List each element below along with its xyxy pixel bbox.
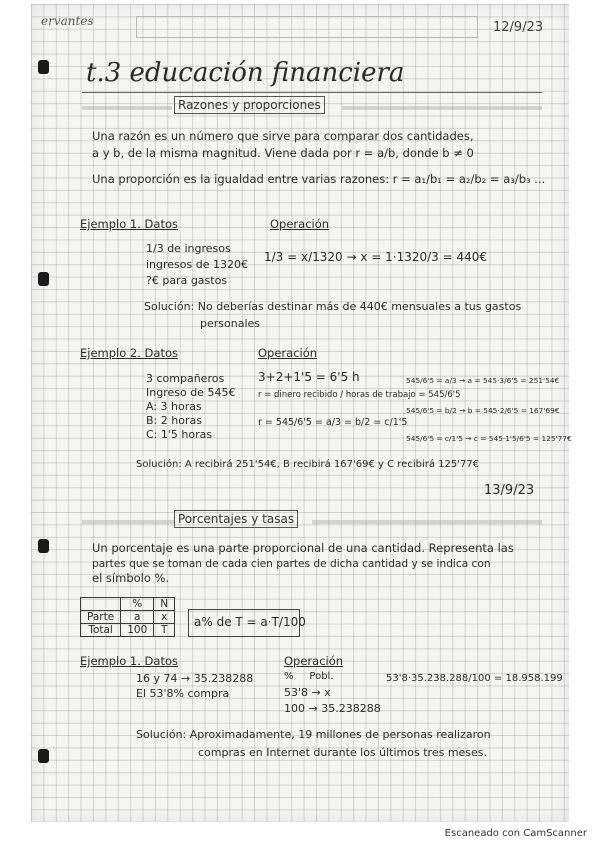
binder-hole [38,749,49,763]
ejemplo2-dato: A: 3 horas [146,400,202,413]
definition-proporcion: Una proporción es la igualdad entre varias razones: r = a₁/b₁ = a₂/b₂ = a₃/b₃ ... [92,172,546,186]
section-rule [82,520,174,524]
section-rule [342,106,542,110]
ejemplo2-calculo-a: 545/6'5 = a/3 → a = 545·3/6'5 = 251'54€ [406,376,560,385]
ejemplo3-op-header: % Pobl. [284,671,334,682]
section-title-porcentajes: Porcentajes y tasas [174,510,298,528]
ejemplo2-proporcion: r = 545/6'5 = a/3 = b/2 = c/1'5 [258,417,408,428]
ejemplo3-dato: 16 y 74 → 35.238288 [136,672,254,685]
ejemplo1-dato: 1/3 de ingresos [146,242,231,255]
header-date: 12/9/23 [493,20,544,35]
ejemplo3-op-row: 100 → 35.238288 [284,702,381,715]
ejemplo1-dato: ingresos de 1320€ [146,258,248,271]
table-row [81,611,175,624]
table-cell: Parte [81,611,121,624]
definition-porcentaje-line3: el símbolo %. [92,571,170,585]
binder-hole [38,60,49,74]
ejemplo3-op-row: 53'8 → x [284,686,331,699]
binder-hole [38,272,49,286]
ejemplo2-calculo-b: 545/6'5 = b/2 → b = 545·2/6'5 = 167'69€ [406,406,560,415]
definition-porcentaje-line2: partes que se toman de cada cien partes de dicha cantidad y se indica con [92,558,491,570]
ejemplo1-solucion-line1: Solución: No deberías destinar más de 440€ mensuales a tus gastos [144,300,522,313]
table-cell: N [154,598,175,611]
table-cell: a [121,611,154,624]
table-cell: x [154,611,175,624]
ejemplo1-dato: ?€ para gastos [146,274,228,287]
section-rule [82,106,172,110]
ejemplo2-operacion-label: Operación [258,346,318,360]
section-rule [312,520,542,524]
ejemplo2-dato: 3 compañeros [146,372,225,385]
percentage-table [80,597,175,637]
scanner-watermark: Escaneado con CamScanner [444,828,587,839]
ejemplo1-label: Ejemplo 1. Datos [80,217,178,231]
ejemplo3-solucion-line1: Solución: Aproximadamente, 19 millones de personas realizaron [136,728,491,741]
percentage-formula: a% de T = a·T/100 [194,615,306,629]
binder-hole [38,539,49,553]
table-header-row [81,598,175,611]
brand-logo: ervantes [41,14,94,28]
ejemplo2-dato: B: 2 horas [146,414,202,427]
ejemplo2-solucion: Solución: A recibirá 251'54€, B recibirá 167'69€ y C recibirá 125'77€ [136,459,480,470]
ejemplo3-label: Ejemplo 1. Datos [80,654,178,668]
ejemplo2-dato: Ingreso de 545€ [146,386,236,399]
table-cell [81,598,121,611]
date-second-entry: 13/9/23 [484,483,535,498]
ejemplo2-label: Ejemplo 2. Datos [80,346,178,360]
section-title-razones: Razones y proporciones [174,96,325,114]
table-cell: 100 [121,624,154,637]
ejemplo3-solucion-line2: compras en Internet durante los últimos tres meses. [198,746,488,759]
ejemplo3-operacion-label: Operación [284,654,344,668]
definition-razon-line1: Una razón es un número que sirve para comparar dos cantidades, [92,129,474,143]
table-cell: Total [81,624,121,637]
ejemplo3-resultado: 53'8·35.238.288/100 = 18.958.199 [386,673,563,684]
definition-porcentaje-line1: Un porcentaje es una parte proporcional de una cantidad. Representa las [92,541,514,555]
title-underline [82,92,542,93]
ejemplo2-suma-horas: 3+2+1'5 = 6'5 h [258,370,360,384]
ejemplo3-dato: El 53'8% compra [136,687,230,700]
ejemplo1-operacion: 1/3 = x/1320 → x = 1·1320/3 = 440€ [264,250,488,264]
ejemplo2-razon: r = dinero recibido / horas de trabajo = 545/6'5 [258,390,461,400]
ejemplo1-operacion-label: Operación [270,217,330,231]
definition-razon-line2: a y b, de la misma magnitud. Viene dada por r = a/b, donde b ≠ 0 [92,146,474,160]
page-title: t.3 educación financiera [86,58,405,88]
table-cell: % [121,598,154,611]
table-cell: T [154,624,175,637]
ejemplo2-calculo-c: 545/6'5 = c/1'5 → c = 545·1'5/6'5 = 125'77€ [406,434,572,443]
header-box [136,16,478,38]
ejemplo2-dato: C: 1'5 horas [146,428,213,441]
table-row [81,624,175,637]
ejemplo1-solucion-line2: personales [200,317,261,330]
